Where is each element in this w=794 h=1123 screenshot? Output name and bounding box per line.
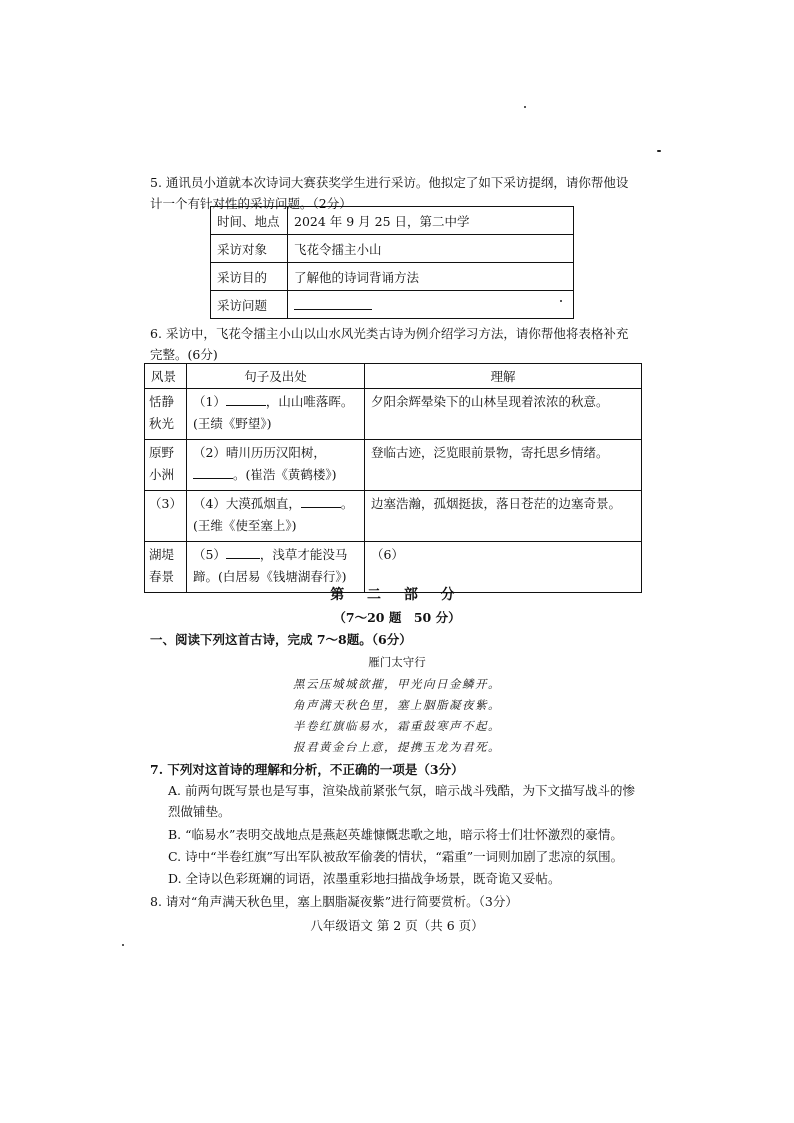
scan-speck [524, 106, 526, 108]
interview-outline-table [210, 206, 574, 319]
page-footer: 八年级语文 第 2 页（共 6 页） [310, 918, 484, 933]
table-row [211, 263, 574, 291]
answer-blank[interactable] [301, 495, 341, 508]
sentence-prefix: （2）晴川历历汉阳树， [192, 445, 326, 460]
choice-option-c[interactable]: C. 诗中“半卷红旗”写出军队被敌军偷袭的情状，“霜重”一词则加剧了悲凉的氛围。 [168, 849, 624, 864]
meaning-cell: 夕阳余辉晕染下的山林呈现着浓浓的秋意。 [364, 389, 641, 440]
answer-blank[interactable] [193, 466, 233, 479]
sentence-cell [186, 491, 364, 542]
poem-line: 报君黄金台上意，提携玉龙为君死。 [293, 740, 501, 754]
poem-line: 黑云压城城欲摧，甲光向日金鳞开。 [293, 677, 501, 691]
table-row [211, 291, 574, 319]
poem-line: 半卷红旗临易水，霜重鼓寒声不起。 [293, 719, 501, 733]
sentence-cell [186, 389, 364, 440]
choice-option-d[interactable]: D. 全诗以色彩斑斓的词语，浓墨重彩地扫描战争场景，既奇诡又妥帖。 [168, 871, 561, 886]
sentence-suffix: ，浅草才能没马蹄。(白居易《钱塘湖春行》) [192, 547, 348, 584]
answer-blank[interactable] [226, 546, 260, 559]
table-row [211, 207, 574, 235]
outline-key: 时间、地点 [211, 207, 288, 235]
sentence-suffix: 。(王维《使至塞上》) [192, 496, 354, 533]
section-heading: 一、阅读下列这首古诗，完成 7～8题。（6分） [150, 632, 412, 647]
sentence-cell [186, 440, 364, 491]
table-row [211, 235, 574, 263]
sentence-prefix: （5） [192, 547, 226, 562]
table-row [145, 440, 642, 491]
table-row [145, 389, 642, 440]
meaning-cell: 边塞浩瀚，孤烟挺拔，落日苍茫的边塞奇景。 [364, 491, 641, 542]
scenery-poem-table [144, 363, 642, 593]
scan-speck [122, 944, 124, 946]
part-title: 第 二 部 分 [330, 587, 464, 603]
question-8-stem: 8. 请对“角声满天秋色里，塞上胭脂凝夜紫”进行简要赏析。（3分） [150, 894, 518, 909]
outline-key: 采访目的 [211, 263, 288, 291]
scene-cell: 湖堤春景 [145, 542, 187, 593]
scene-cell: 恬静秋光 [145, 389, 187, 440]
scene-cell: 原野小洲 [145, 440, 187, 491]
scan-speck [657, 150, 661, 152]
choice-option-a[interactable]: A. 前两句既写景也是写事，渲染战前紧张气氛，暗示战斗残酷，为下文描写战斗的惨烈做铺垫。 [168, 783, 635, 819]
question-7-stem: 7. 下列对这首诗的理解和分析，不正确的一项是（3分） [150, 762, 464, 777]
answer-blank-cell[interactable] [288, 291, 574, 319]
answer-blank[interactable] [226, 393, 266, 406]
question-6-stem: 6. 采访中，飞花令擂主小山以山水风光类古诗为例介绍学习方法，请你帮他将表格补充完整。(6分) [150, 326, 629, 362]
column-header-scene: 风景 [145, 364, 187, 389]
table-header-row [145, 364, 642, 389]
poem-line: 角声满天秋色里，塞上胭脂凝夜紫。 [293, 698, 501, 712]
meaning-cell: 登临古迹，泛览眼前景物，寄托思乡情绪。 [364, 440, 641, 491]
outline-key: 采访问题 [211, 291, 288, 319]
column-header-sentence: 句子及出处 [186, 364, 364, 389]
column-header-meaning: 理解 [364, 364, 641, 389]
outline-key: 采访对象 [211, 235, 288, 263]
sentence-prefix: （1） [192, 394, 226, 409]
answer-blank[interactable] [294, 297, 372, 310]
meaning-cell-blank[interactable]: （6） [364, 542, 641, 593]
choice-option-b[interactable]: B. “临易水”表明交战地点是燕赵英雄慷慨悲歌之地，暗示将士们壮怀激烈的豪情。 [168, 827, 623, 842]
part-subtitle: （7～20 题 50 分） [333, 610, 461, 625]
poem-title: 雁门太守行 [368, 655, 426, 669]
table-row [145, 491, 642, 542]
sentence-prefix: （4）大漠孤烟直， [192, 496, 301, 511]
sentence-suffix: 。(崔浩《黄鹤楼》) [232, 467, 337, 482]
scene-cell-blank[interactable]: （3） [145, 491, 187, 542]
outline-value: 飞花令擂主小山 [288, 235, 574, 263]
outline-value: 了解他的诗词背诵方法 [288, 263, 574, 291]
question-5-stem: 5. 通讯员小道就本次诗词大赛获奖学生进行采访。他拟定了如下采访提纲，请你帮他设计一个有针对性的采访问题。（2分） [150, 175, 629, 211]
sentence-suffix: ，山山唯落晖。(王绩《野望》) [192, 394, 354, 431]
outline-value: 2024 年 9 月 25 日，第二中学 [288, 207, 574, 235]
